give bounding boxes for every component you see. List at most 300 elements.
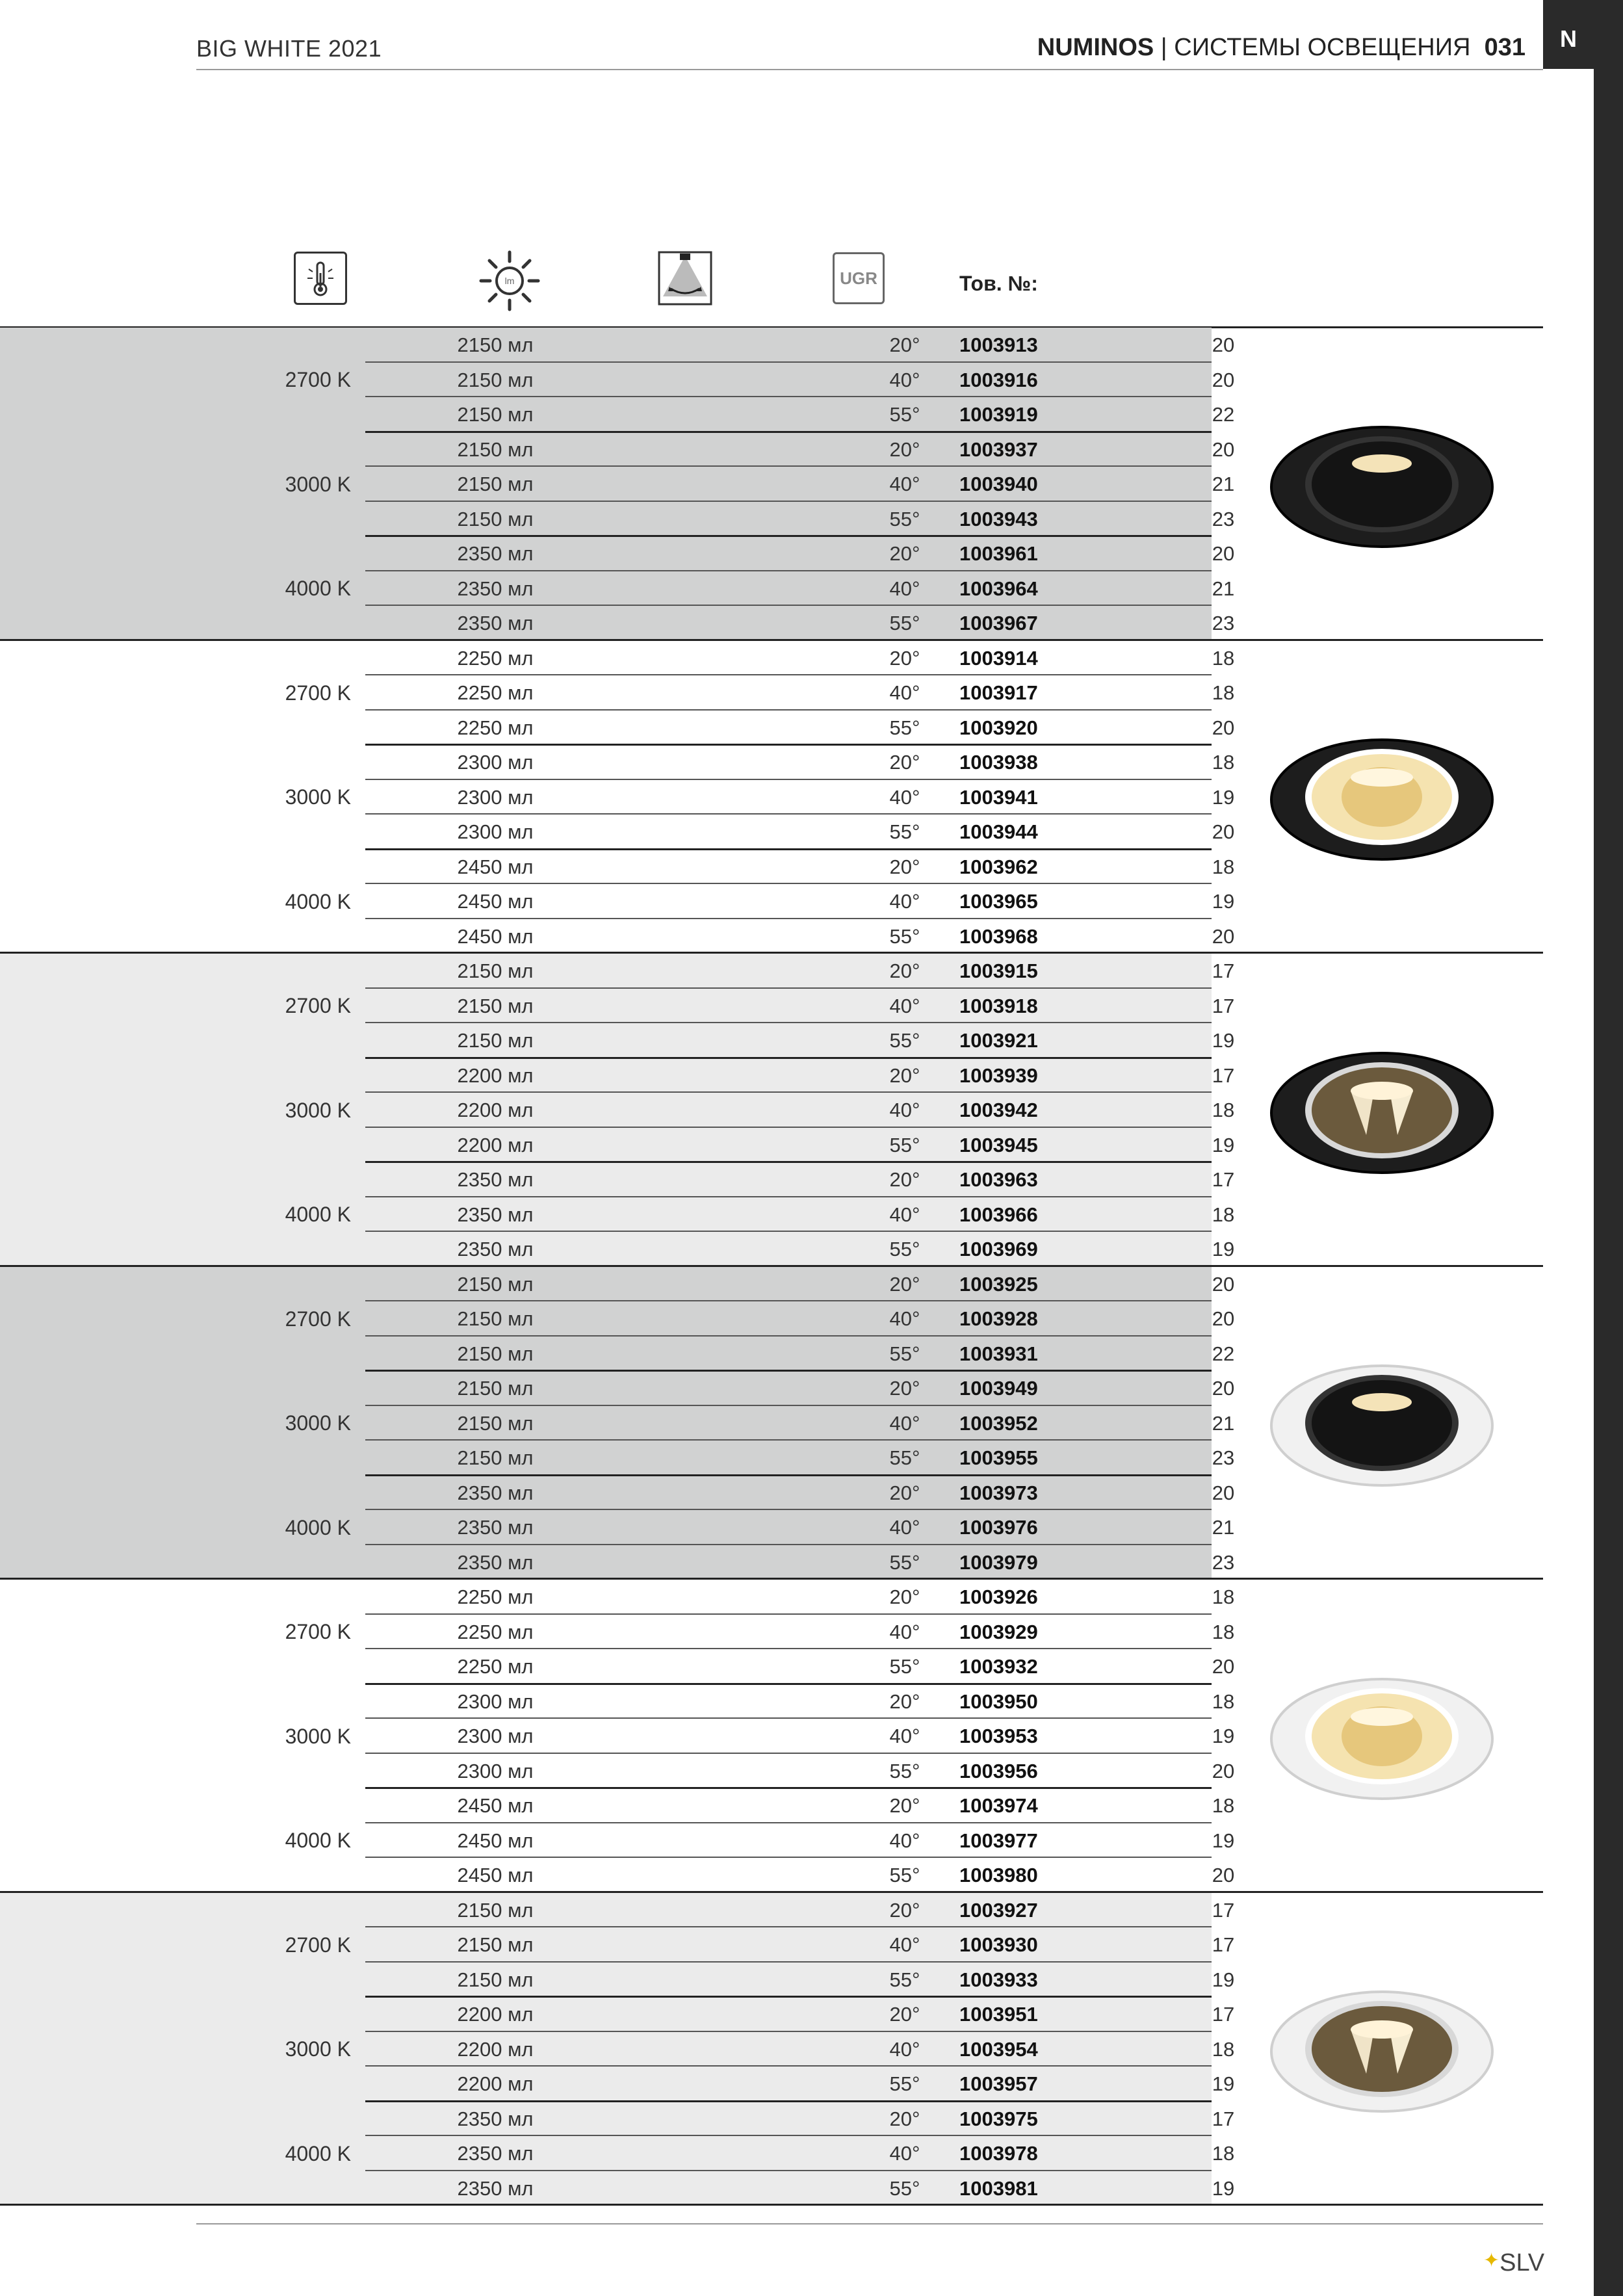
table-row	[365, 815, 1235, 850]
ugr-text: 23	[1212, 507, 1235, 530]
downlight-icon	[1269, 732, 1495, 862]
lumen-value: 2150 мл	[457, 1342, 534, 1365]
lumen-value: 2150 мл	[457, 473, 534, 495]
color-temperature: 2700 K	[285, 681, 351, 705]
lumen-value: 2150 мл	[457, 1411, 534, 1435]
product-image	[1269, 1671, 1495, 1801]
article-number: 1003955	[959, 1446, 1038, 1469]
ugr-text: 18	[1212, 2142, 1235, 2165]
lumen-value: 2200 мл	[457, 1133, 534, 1156]
article-number: 1003925	[959, 1272, 1038, 1296]
table-row	[365, 780, 1235, 815]
lumen-value: 2250 мл	[457, 1620, 534, 1643]
lumen-value: 2150 мл	[457, 1933, 534, 1956]
beam-angle-text: 55°	[889, 1029, 920, 1052]
beam-angle-text: 40°	[889, 1829, 920, 1852]
page-number: 031	[1484, 34, 1526, 61]
table-row	[365, 1788, 1235, 1823]
beam-angle-text: 55°	[889, 1342, 920, 1365]
article-number: 1003938	[959, 751, 1038, 774]
beam-angle-text: 40°	[889, 1411, 920, 1435]
beam-angle-text: 40°	[889, 994, 920, 1017]
ugr-text: 20	[1212, 333, 1235, 356]
color-temperature: 4000 K	[285, 1515, 351, 1539]
ugr-text: 20	[1212, 368, 1235, 391]
product-group	[0, 1580, 1543, 1893]
article-number: 1003968	[959, 924, 1038, 948]
color-temperature: 3000 K	[285, 2037, 351, 2061]
lumen-value: 2350 мл	[457, 577, 534, 600]
table-row	[365, 467, 1235, 502]
article-number: 1003953	[959, 1725, 1038, 1747]
ugr-text: 17	[1212, 1063, 1235, 1087]
ugr-text: 21	[1212, 1411, 1235, 1435]
table-row	[365, 1162, 1235, 1197]
article-number: 1003914	[959, 646, 1038, 670]
ugr-text: 19	[1212, 1829, 1235, 1852]
beam-angle-text: 40°	[889, 473, 920, 495]
ugr-text: 23	[1212, 1446, 1235, 1469]
table-row	[365, 1371, 1235, 1406]
ugr-text: 19	[1212, 785, 1235, 809]
ugr-text: 19	[1212, 1725, 1235, 1747]
lumen-value: 2450 мл	[457, 1829, 534, 1852]
article-number: 1003952	[959, 1411, 1038, 1435]
table-row	[365, 2171, 1235, 2206]
ugr-text: 19	[1212, 2072, 1235, 2095]
lumen-value: 2150 мл	[457, 1968, 534, 1991]
ugr-text: 22	[1212, 403, 1235, 426]
beam-angle-text: 40°	[889, 1933, 920, 1956]
brand-name: NUMINOS	[1037, 34, 1154, 61]
article-number: 1003973	[959, 1481, 1038, 1504]
table-row	[365, 1058, 1235, 1093]
lumen-value: 2150 мл	[457, 959, 534, 982]
article-number: 1003926	[959, 1585, 1038, 1608]
table-row	[365, 1545, 1235, 1580]
beam-angle-text: 55°	[889, 716, 920, 739]
article-number: 1003977	[959, 1829, 1038, 1852]
article-number: 1003931	[959, 1342, 1038, 1365]
ugr-text: 18	[1212, 1689, 1235, 1713]
downlight-icon	[1269, 419, 1495, 549]
table-row	[365, 850, 1235, 885]
product-group	[0, 954, 1543, 1267]
table-row	[365, 1858, 1235, 1893]
article-number: 1003951	[959, 2003, 1038, 2026]
table-row	[365, 397, 1235, 432]
beam-angle-text: 40°	[889, 1725, 920, 1747]
lumen-value: 2450 мл	[457, 1794, 534, 1817]
beam-angle-text: 40°	[889, 1620, 920, 1643]
header-divider	[196, 69, 1543, 70]
table-row	[365, 1128, 1235, 1163]
ugr-text: 19	[1212, 1238, 1235, 1260]
lumen-value: 2450 мл	[457, 855, 534, 878]
slv-logo-text: SLV	[1500, 2249, 1545, 2276]
article-number: 1003916	[959, 368, 1038, 391]
lumen-value: 2350 мл	[457, 2176, 534, 2200]
color-temperature: 4000 K	[285, 889, 351, 913]
lumen-value: 2150 мл	[457, 1307, 534, 1330]
table-row	[365, 1441, 1235, 1476]
color-temperature: 3000 K	[285, 1411, 351, 1435]
ugr-text: 17	[1212, 1898, 1235, 1922]
beam-angle-text: 20°	[889, 1794, 920, 1817]
ugr-text: 19	[1212, 1029, 1235, 1052]
beam-angle-text: 55°	[889, 820, 920, 843]
table-row	[365, 1684, 1235, 1719]
beam-angle-text: 55°	[889, 1759, 920, 1782]
ugr-text: 20	[1212, 716, 1235, 739]
beam-angle-text: 20°	[889, 646, 920, 670]
article-number: 1003980	[959, 1864, 1038, 1886]
beam-angle-text: 20°	[889, 959, 920, 982]
downlight-icon	[1269, 1358, 1495, 1488]
article-number: 1003913	[959, 333, 1038, 356]
lumen-value: 2200 мл	[457, 1099, 534, 1121]
table-row	[365, 1893, 1235, 1928]
lumen-value: 2300 мл	[457, 1725, 534, 1747]
table-row	[365, 1232, 1235, 1267]
lumen-value: 2150 мл	[457, 403, 534, 426]
beam-angle-text: 55°	[889, 1238, 920, 1260]
ugr-text: 19	[1212, 1133, 1235, 1156]
ugr-text: 17	[1212, 994, 1235, 1017]
article-number: 1003974	[959, 1794, 1038, 1817]
ugr-text: 20	[1212, 1481, 1235, 1504]
article-number: 1003940	[959, 473, 1038, 495]
beam-angle-text: 55°	[889, 1968, 920, 1991]
catalog-title: BIG WHITE 2021	[196, 35, 382, 62]
product-group	[0, 1267, 1543, 1580]
table-row	[365, 989, 1235, 1024]
article-number: 1003928	[959, 1307, 1038, 1330]
beam-angle-text: 55°	[889, 1446, 920, 1469]
beam-angle-text: 55°	[889, 1864, 920, 1886]
table-row	[365, 1927, 1235, 1963]
article-number: 1003929	[959, 1620, 1038, 1643]
ugr-text: 20	[1212, 437, 1235, 461]
article-number: 1003945	[959, 1133, 1038, 1156]
article-number: 1003917	[959, 681, 1038, 704]
ugr-text: 17	[1212, 959, 1235, 982]
lumen-value: 2350 мл	[457, 1481, 534, 1504]
beam-angle-text: 20°	[889, 1168, 920, 1191]
ugr-text: 18	[1212, 855, 1235, 878]
ugr-text: 18	[1212, 1585, 1235, 1608]
lumen-value: 2250 мл	[457, 716, 534, 739]
ugr-text: 18	[1212, 1794, 1235, 1817]
beam-angle-text: 40°	[889, 681, 920, 704]
product-image	[1269, 732, 1495, 862]
table-row	[365, 884, 1235, 919]
table-row	[365, 1754, 1235, 1789]
table-row	[365, 432, 1235, 467]
lumen-value: 2150 мл	[457, 994, 534, 1017]
ugr-text: 17	[1212, 1933, 1235, 1956]
table-row	[365, 1406, 1235, 1441]
lumen-value: 2250 мл	[457, 646, 534, 670]
beam-angle-text: 55°	[889, 2072, 920, 2095]
beam-angle-text: 20°	[889, 1585, 920, 1608]
sidebar-strip	[1594, 0, 1623, 2296]
ugr-text: 20	[1212, 1272, 1235, 1296]
ugr-text: 20	[1212, 1759, 1235, 1782]
color-temperature: 4000 K	[285, 1203, 351, 1227]
beam-angle-text: 40°	[889, 2142, 920, 2165]
article-number: 1003965	[959, 890, 1038, 913]
lumen-value: 2350 мл	[457, 542, 534, 565]
ugr-text: 18	[1212, 2037, 1235, 2061]
beam-angle-text: 55°	[889, 2176, 920, 2200]
article-number: 1003919	[959, 403, 1038, 426]
beam-angle-text: 40°	[889, 1516, 920, 1539]
article-number: 1003932	[959, 1655, 1038, 1678]
table-row	[365, 1997, 1235, 2032]
ugr-text: 17	[1212, 1168, 1235, 1191]
article-number: 1003966	[959, 1203, 1038, 1226]
article-number: 1003962	[959, 855, 1038, 878]
article-number: 1003949	[959, 1377, 1038, 1400]
product-table	[0, 328, 1543, 2206]
table-row	[365, 2032, 1235, 2067]
lumen-value: 2350 мл	[457, 612, 534, 634]
table-row	[365, 1580, 1235, 1615]
ugr-text: 20	[1212, 924, 1235, 948]
section-tab: N	[1543, 0, 1594, 69]
color-temperature: 2700 K	[285, 994, 351, 1018]
article-number: 1003956	[959, 1759, 1038, 1782]
beam-angle-text: 55°	[889, 612, 920, 634]
ugr-text: 18	[1212, 646, 1235, 670]
article-number: 1003957	[959, 2072, 1038, 2095]
lumen-value: 2350 мл	[457, 2107, 534, 2130]
slv-logo	[1483, 2249, 1544, 2277]
beam-angle-text: 20°	[889, 1272, 920, 1296]
article-number: 1003941	[959, 785, 1038, 809]
ugr-text: 19	[1212, 2176, 1235, 2200]
lumen-value: 2350 мл	[457, 1516, 534, 1539]
lumen-value: 2300 мл	[457, 820, 534, 843]
article-number: 1003978	[959, 2142, 1038, 2165]
product-image	[1269, 1358, 1495, 1488]
table-row	[365, 675, 1235, 711]
table-row	[365, 1615, 1235, 1650]
beam-angle-text: 40°	[889, 368, 920, 391]
color-temperature: 3000 K	[285, 785, 351, 809]
lumen-value: 2350 мл	[457, 2142, 534, 2165]
beam-angle-text: 40°	[889, 785, 920, 809]
article-number: 1003942	[959, 1099, 1038, 1121]
table-row	[365, 536, 1235, 571]
lumen-value: 2350 мл	[457, 1168, 534, 1191]
product-group	[0, 641, 1543, 954]
table-row	[365, 745, 1235, 780]
ugr-text: 22	[1212, 1342, 1235, 1365]
lumen-value: 2250 мл	[457, 1655, 534, 1678]
table-row	[365, 954, 1235, 989]
article-number: 1003927	[959, 1898, 1038, 1922]
ugr-text: 21	[1212, 1516, 1235, 1539]
article-number: 1003937	[959, 437, 1038, 461]
lumen-value: 2150 мл	[457, 1272, 534, 1296]
lumen-value: 2250 мл	[457, 681, 534, 704]
header-separator: |	[1154, 34, 1175, 61]
lumen-value: 2450 мл	[457, 890, 534, 913]
beam-angle-text: 40°	[889, 577, 920, 600]
color-temperature: 3000 K	[285, 1724, 351, 1748]
article-number: 1003944	[959, 820, 1038, 843]
ugr-text: 19	[1212, 890, 1235, 913]
lumen-value: 2250 мл	[457, 1585, 534, 1608]
table-row	[365, 1301, 1235, 1337]
article-number: 1003961	[959, 542, 1038, 565]
downlight-icon	[1269, 1984, 1495, 2114]
table-row	[365, 1510, 1235, 1545]
article-number: 1003964	[959, 577, 1038, 600]
beam-angle-text: 20°	[889, 751, 920, 774]
table-row	[365, 1197, 1235, 1233]
table-row	[365, 1093, 1235, 1128]
table-row	[365, 1719, 1235, 1754]
article-number: 1003915	[959, 959, 1038, 982]
product-group	[0, 328, 1543, 641]
lumen-value: 2200 мл	[457, 2037, 534, 2061]
color-temperature: 2700 K	[285, 1307, 351, 1331]
ugr-text: 20	[1212, 1655, 1235, 1678]
color-temperature: 4000 K	[285, 577, 351, 601]
ugr-text: 17	[1212, 2003, 1235, 2026]
lumen-value: 2150 мл	[457, 1446, 534, 1469]
lumen-value: 2350 мл	[457, 1203, 534, 1226]
beam-angle-text: 55°	[889, 1133, 920, 1156]
product-group	[0, 1893, 1543, 2206]
page-header-right	[1037, 34, 1526, 62]
lumen-value: 2300 мл	[457, 751, 534, 774]
color-temperature: 2700 K	[285, 368, 351, 392]
ugr-text: 20	[1212, 820, 1235, 843]
beam-angle-text: 55°	[889, 403, 920, 426]
downlight-icon	[1269, 1045, 1495, 1175]
lumen-value: 2450 мл	[457, 1864, 534, 1886]
article-number: 1003967	[959, 612, 1038, 634]
lumen-value: 2200 мл	[457, 1063, 534, 1087]
beam-angle-text: 55°	[889, 1550, 920, 1574]
footer-divider	[196, 2223, 1543, 2224]
beam-angle-text: 20°	[889, 1063, 920, 1087]
article-number: 1003950	[959, 1689, 1038, 1713]
article-number: 1003969	[959, 1238, 1038, 1260]
table-row	[365, 1023, 1235, 1058]
ugr-text: 23	[1212, 1550, 1235, 1574]
beam-angle-text: 55°	[889, 507, 920, 530]
article-number: 1003975	[959, 2107, 1038, 2130]
thermometer-icon	[294, 252, 347, 305]
beam-angle-text: 20°	[889, 1898, 920, 1922]
beam-angle-text: 20°	[889, 1377, 920, 1400]
lumen-value: 2150 мл	[457, 1377, 534, 1400]
article-number: 1003954	[959, 2037, 1038, 2061]
beam-angle-text: 40°	[889, 890, 920, 913]
table-row	[365, 1649, 1235, 1684]
article-number: 1003981	[959, 2176, 1038, 2200]
table-row	[365, 363, 1235, 398]
article-number: 1003943	[959, 507, 1038, 530]
section-name: СИСТЕМЫ ОСВЕЩЕНИЯ	[1174, 34, 1471, 61]
ugr-text: 21	[1212, 473, 1235, 495]
ugr-text: 20	[1212, 1377, 1235, 1400]
table-row	[365, 2067, 1235, 2102]
table-row	[365, 1267, 1235, 1302]
downlight-icon	[1269, 1671, 1495, 1801]
beam-angle-text: 20°	[889, 855, 920, 878]
product-image	[1269, 419, 1495, 549]
product-image	[1269, 1984, 1495, 2114]
ugr-text: 18	[1212, 681, 1235, 704]
table-row	[365, 502, 1235, 537]
lumen-value: 2150 мл	[457, 368, 534, 391]
beam-angle-text: 20°	[889, 333, 920, 356]
ugr-text: 20	[1212, 542, 1235, 565]
ugr-text: 20	[1212, 1864, 1235, 1886]
slv-star-icon: ✦	[1483, 2250, 1500, 2271]
product-image	[1269, 1045, 1495, 1175]
beam-angle-text: 20°	[889, 1689, 920, 1713]
lumen-value: 2150 мл	[457, 437, 534, 461]
lumen-value: 2200 мл	[457, 2072, 534, 2095]
table-row	[365, 1963, 1235, 1998]
color-temperature: 4000 K	[285, 2141, 351, 2165]
ugr-icon: UGR	[833, 252, 885, 304]
table-row	[365, 328, 1235, 363]
beam-angle-text: 40°	[889, 1307, 920, 1330]
table-row	[365, 1337, 1235, 1372]
lumen-sun-icon	[478, 250, 541, 312]
beam-angle-text: 55°	[889, 924, 920, 948]
ugr-text: 17	[1212, 2107, 1235, 2130]
lumen-value: 2150 мл	[457, 507, 534, 530]
article-number: 1003976	[959, 1516, 1038, 1539]
article-number: 1003933	[959, 1968, 1038, 1991]
color-temperature: 3000 K	[285, 472, 351, 496]
ugr-text: 18	[1212, 1203, 1235, 1226]
lumen-value: 2300 мл	[457, 1759, 534, 1782]
beam-angle-text: 40°	[889, 1203, 920, 1226]
ugr-text: 18	[1212, 1099, 1235, 1121]
lumen-value: 2450 мл	[457, 924, 534, 948]
article-number: 1003918	[959, 994, 1038, 1017]
beam-angle-text: 20°	[889, 542, 920, 565]
ugr-text: 23	[1212, 612, 1235, 634]
lumen-value: 2200 мл	[457, 2003, 534, 2026]
lumen-value: 2150 мл	[457, 1898, 534, 1922]
article-number: 1003921	[959, 1029, 1038, 1052]
beam-angle-text: 40°	[889, 1099, 920, 1121]
beam-angle-text: 40°	[889, 2037, 920, 2061]
lumen-value: 2350 мл	[457, 1238, 534, 1260]
lumen-label: lm	[504, 276, 515, 286]
color-temperature: 2700 K	[285, 1933, 351, 1957]
table-row	[365, 571, 1235, 607]
ugr-text: 18	[1212, 1620, 1235, 1643]
lumen-value: 2300 мл	[457, 785, 534, 809]
article-number: 1003920	[959, 716, 1038, 739]
table-row	[365, 606, 1235, 641]
color-temperature: 4000 K	[285, 1829, 351, 1853]
beam-angle-icon	[658, 251, 712, 306]
table-row	[365, 2102, 1235, 2137]
